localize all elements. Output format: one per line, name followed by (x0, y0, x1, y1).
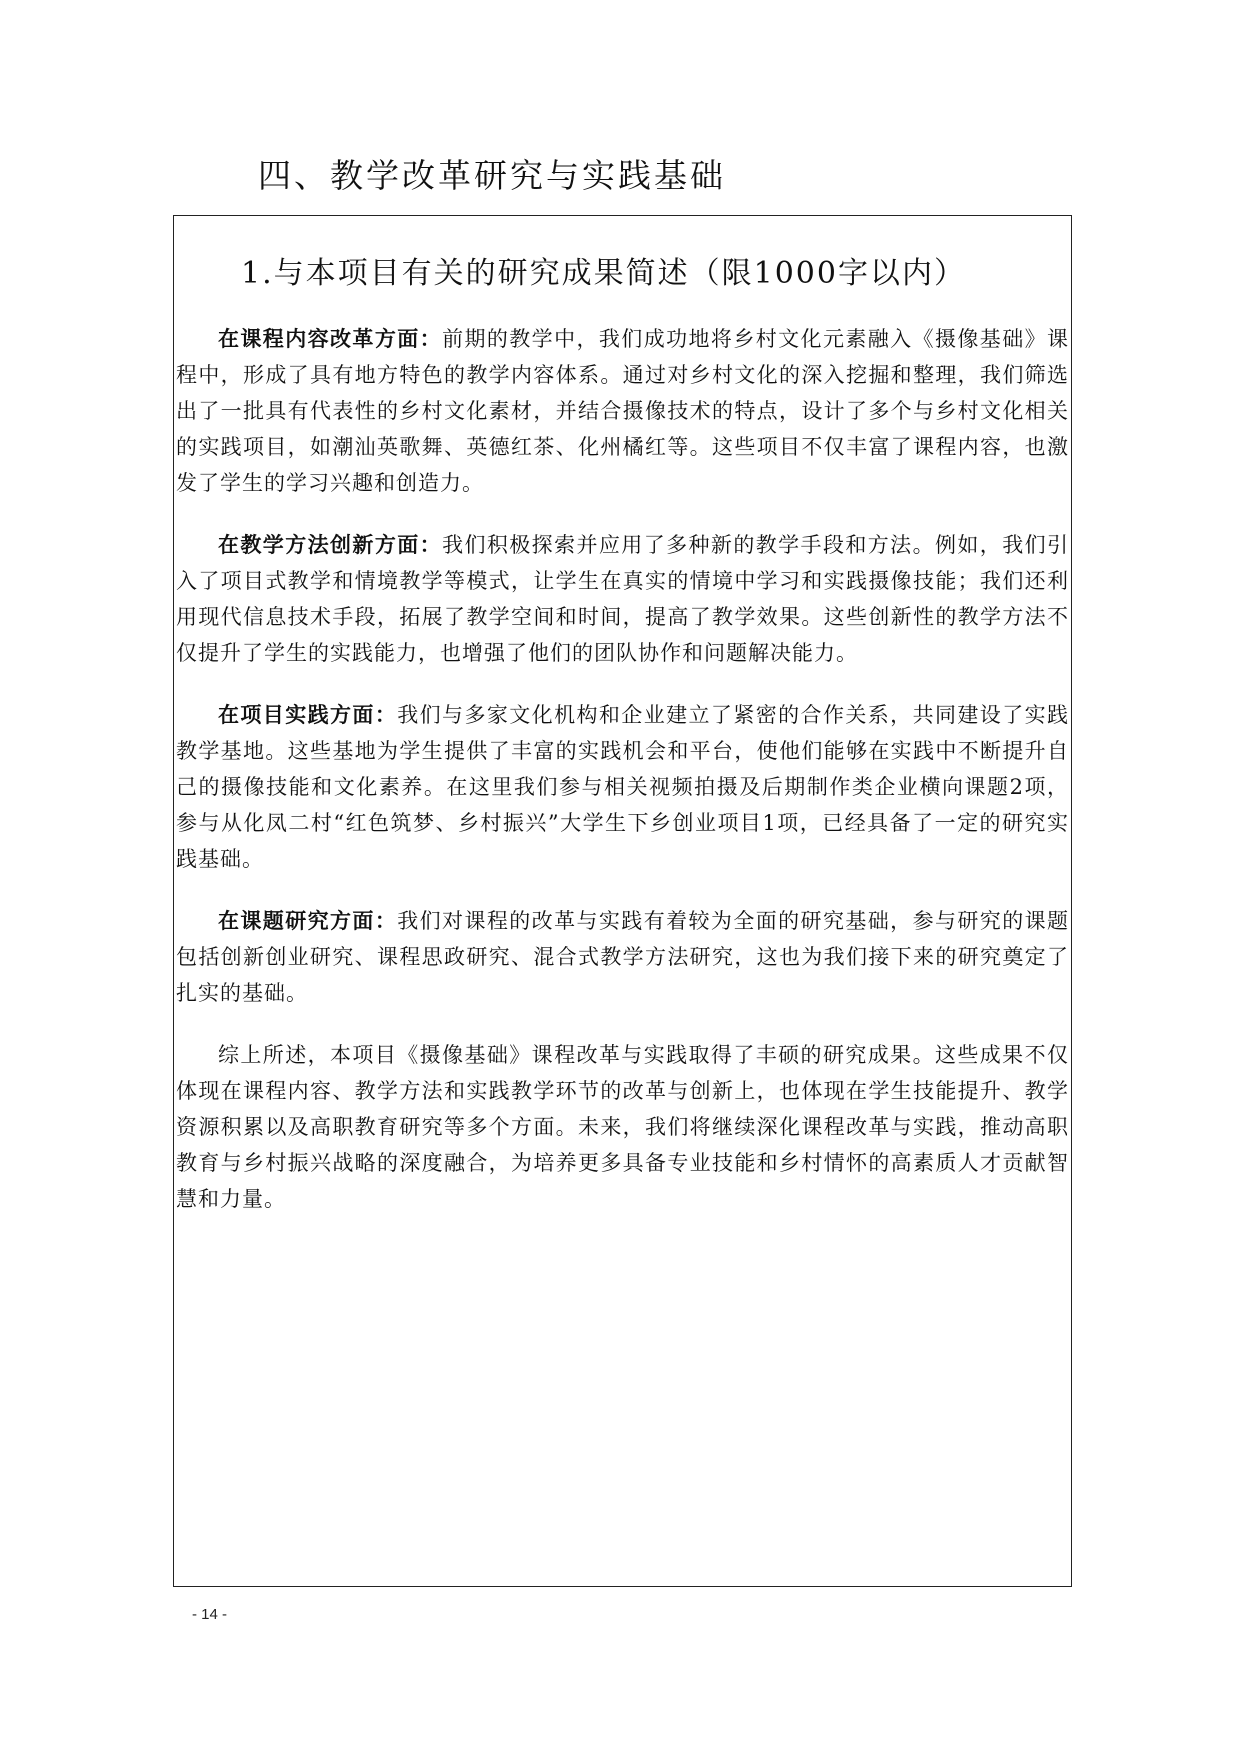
paragraph-topic-research (176, 903, 1069, 1011)
paragraph-text: 我们对课程的改革与实践有着较为全面的研究基础，参与研究的课题包括创新创业研究、课程思政研究、混合式教学方法研究，这也为我们接下来的研究奠定了扎实的基础。 (176, 909, 1070, 1005)
paragraph-teaching-method (176, 527, 1069, 671)
paragraph-heading: 在教学方法创新方面： (218, 532, 443, 557)
paragraph-summary (176, 1037, 1069, 1217)
paragraph-project-practice (176, 697, 1069, 877)
paragraph-course-content (176, 321, 1069, 501)
section-title: 四、教学改革研究与实践基础 (258, 156, 726, 195)
content-box (173, 215, 1072, 1587)
page-number: - 14 - (192, 1606, 228, 1623)
paragraph-heading: 在课题研究方面： (218, 908, 398, 933)
paragraph-text: 综上所述，本项目《摄像基础》课程改革与实践取得了丰硕的研究成果。这些成果不仅体现在课程内容、教学方法和实践教学环节的改革与创新上，也体现在学生技能提升、教学资源积累以及高职教育研究等多个方面。未来，我们将继续深化课程改革与实践，推动高职教育与乡村振兴战略的深度融合，为培养更多具备专业技能和乡村情怀的高素质人才贡献智慧和力量。 (176, 1043, 1069, 1211)
paragraph-text: 前期的教学中，我们成功地将乡村文化元素融入《摄像基础》课程中，形成了具有地方特色的教学内容体系。通过对乡村文化的深入挖掘和整理，我们筛选出了一批具有代表性的乡村文化素材，并结合摄像技术的特点，设计了多个与乡村文化相关的实践项目，如潮汕英歌舞、英德红茶、化州橘红等。这些项目不仅丰富了课程内容，也激发了学生的学习兴趣和创造力。 (176, 327, 1070, 495)
paragraph-heading: 在项目实践方面： (218, 702, 398, 727)
body-text (176, 321, 1069, 1243)
paragraph-heading: 在课程内容改革方面： (218, 326, 443, 351)
paragraph-text: 我们积极探索并应用了多种新的教学手段和方法。例如，我们引入了项目式教学和情境教学等模式，让学生在真实的情境中学习和实践摄像技能；我们还利用现代信息技术手段，拓展了教学空间和时间，提高了教学效果。这些创新性的教学方法不仅提升了学生的实践能力，也增强了他们的团队协作和问题解决能力。 (176, 533, 1070, 665)
paragraph-text: 我们与多家文化机构和企业建立了紧密的合作关系，共同建设了实践教学基地。这些基地为学生提供了丰富的实践机会和平台，使他们能够在实践中不断提升自己的摄像技能和文化素养。在这里我们参与相关视频拍摄及后期制作类企业横向课题2项，参与从化凤二村“红色筑梦、乡村振兴”大学生下乡创业项目1项，已经具备了一定的研究实践基础。 (176, 703, 1070, 871)
subtitle: 1.与本项目有关的研究成果简述（限1000字以内） (241, 256, 966, 291)
